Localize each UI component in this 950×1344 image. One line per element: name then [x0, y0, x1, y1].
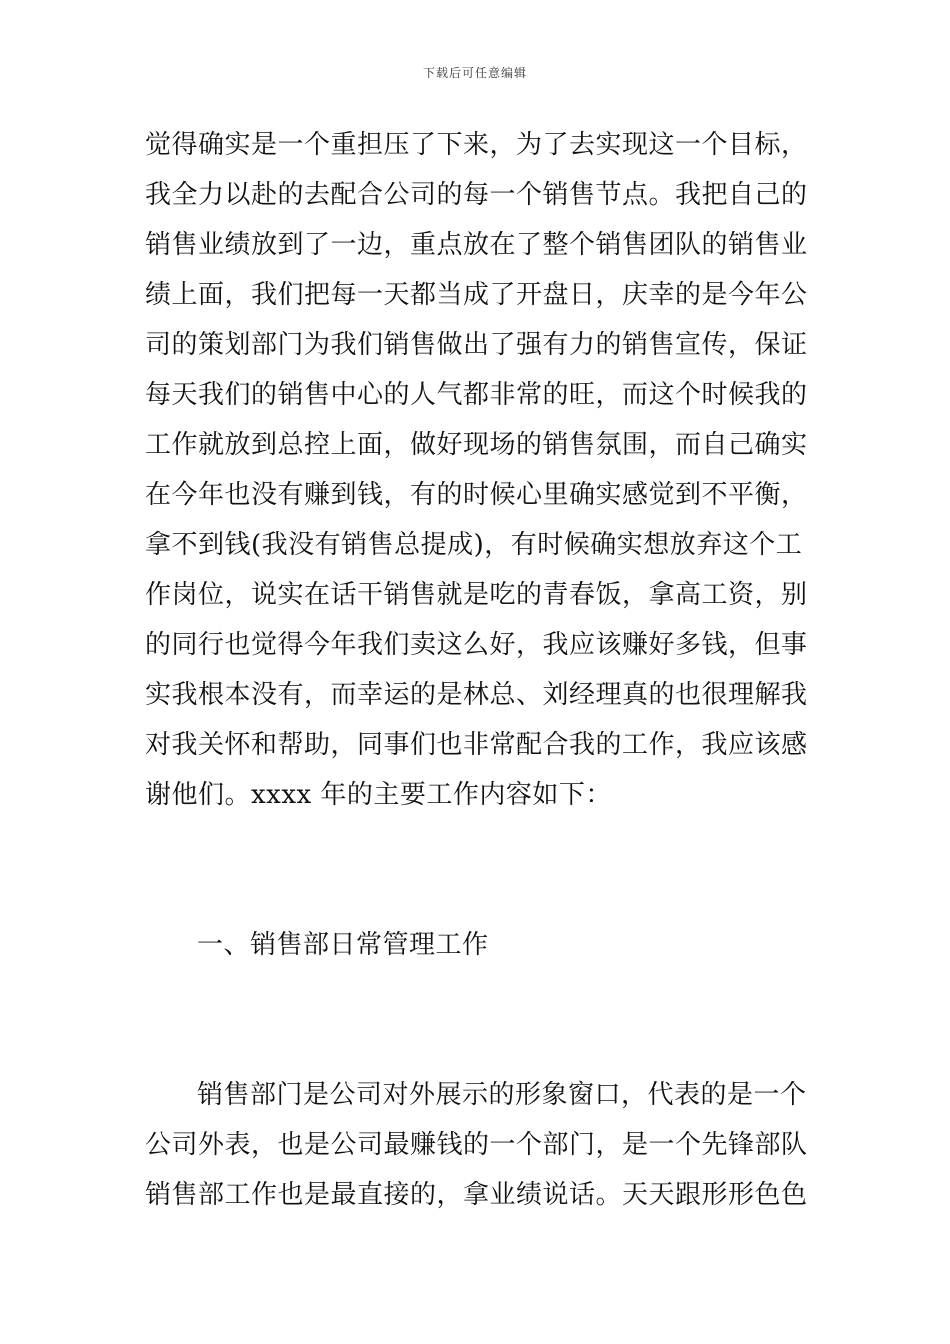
page-header: 下载后可任意编辑 — [422, 66, 527, 80]
text-line: 工作就放到总控上面，做好现场的销售氛围，而自己确实 — [145, 430, 808, 460]
text-line: 销售业绩放到了一边，重点放在了整个销售团队的销售业 — [145, 230, 808, 260]
text-line: 公司外表，也是公司最赚钱的一个部门，是一个先锋部队 — [145, 1130, 808, 1160]
text-line: 觉得确实是一个重担压了下来，为了去实现这一个目标， — [145, 130, 808, 160]
text-line: 对我关怀和帮助，同事们也非常配合我的工作，我应该感 — [145, 730, 808, 760]
text-line: 作岗位，说实在话干销售就是吃的青春饭，拿高工资，别 — [145, 580, 808, 610]
text-line: 销售部工作也是最直接的，拿业绩说话。天天跟形形色色 — [145, 1180, 808, 1210]
text-line: 司的策划部门为我们销售做出了强有力的销售宣传，保证 — [145, 330, 808, 360]
text-line: 谢他们。xxxx 年的主要工作内容如下： — [145, 780, 612, 810]
text-line: 每天我们的销售中心的人气都非常的旺，而这个时候我的 — [145, 380, 808, 410]
text-line: 实我根本没有，而幸运的是林总、刘经理真的也很理解我 — [145, 680, 808, 710]
paragraph-1 — [145, 120, 810, 820]
text-line: 销售部门是公司对外展示的形象窗口，代表的是一个 — [197, 1080, 807, 1110]
text-line: 拿不到钱(我没有销售总提成)，有时候确实想放弃这个工 — [145, 530, 803, 560]
section-heading: 一、销售部日常管理工作 — [197, 930, 489, 960]
text-line: 绩上面，我们把每一天都当成了开盘日，庆幸的是今年公 — [145, 280, 808, 310]
text-line: 我全力以赴的去配合公司的每一个销售节点。我把自己的 — [145, 180, 808, 210]
text-line: 的同行也觉得今年我们卖这么好，我应该赚好多钱，但事 — [145, 630, 808, 660]
text-line: 在今年也没有赚到钱，有的时候心里确实感觉到不平衡， — [145, 480, 808, 510]
paragraph-2 — [145, 1070, 810, 1220]
document-body — [145, 120, 810, 1220]
